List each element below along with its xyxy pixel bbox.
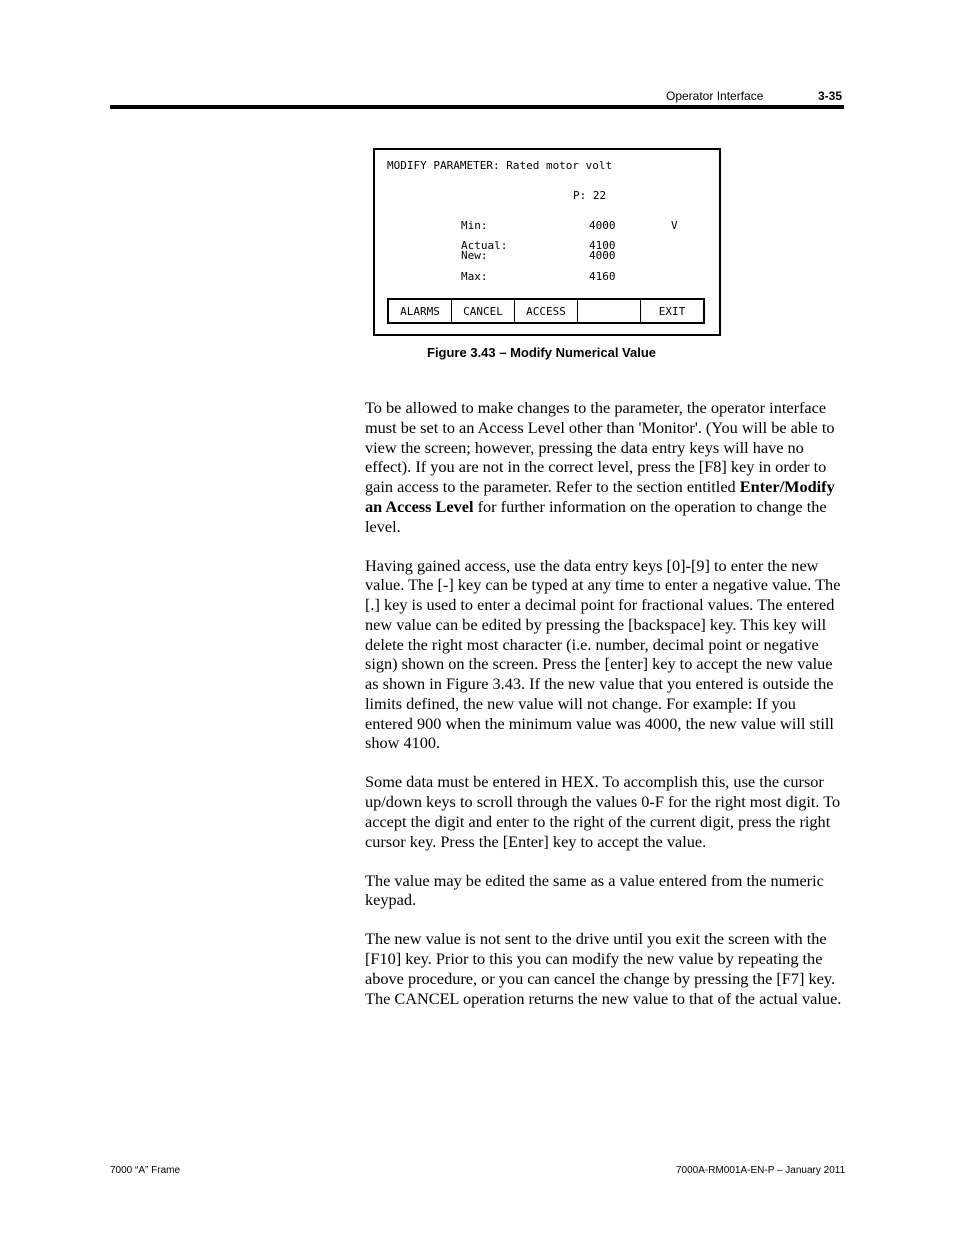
footer-product: 7000 “A” Frame xyxy=(110,1165,181,1176)
exit-key: EXIT xyxy=(658,304,686,318)
paragraph-keypad-edit: The value may be edited the same as a value entered from the numeric keypad. xyxy=(365,870,824,910)
header-section-title: Operator Interface xyxy=(666,89,764,103)
header-page-number: 3-35 xyxy=(818,89,843,103)
header-rule xyxy=(110,105,844,109)
screen-unit: V xyxy=(671,219,678,232)
paragraph-exit-cancel: The new value is not sent to the drive until you exit the screen with the [F10] key. Prior to this you can modify the new value by repeating the above procedure, or you can cancel the change by pressing the [F7] key. The CANCEL operation returns the new value to that of the actual value. xyxy=(365,929,842,1008)
paragraph-text: for further information on the operation to change the level. xyxy=(365,496,827,536)
function-key-bar xyxy=(387,298,705,324)
figure-caption: Figure 3.43 – Modify Numerical Value xyxy=(427,345,657,360)
paragraph-text: To be allowed to make changes to the parameter, the operator interface must be set to an Access Level other than 'Monitor'. (You will be able to view the screen; however, pressing the data entry keys will have no effect). If you are not in the correct level, press the [F8] key in order to gain access to the parameter. Refer to the section entitled xyxy=(365,398,835,496)
operator-screen-figure xyxy=(373,148,721,336)
screen-min-value: 4000 xyxy=(589,219,616,232)
access-key: ACCESS xyxy=(515,300,578,322)
paragraph-data-entry: Having gained access, use the data entry keys [0]-[9] to enter the new value. The [-] key can be typed at any time to enter a negative value. The [.] key is used to enter a decimal point for fractional values. The entered new value can be edited by pressing the [backspace] key. This key will delete the right most character (i.e. number, decimal point or negative sign) shown on the screen. Press the [enter] key to accept the new value as shown in Figure 3.43. If the new value that you entered is outside the limits defined, the new value will not change. For example: If you entered 900 when the minimum value was 4000, the new value will still show 4100. xyxy=(365,555,841,753)
screen-actual-value: 4100 xyxy=(589,239,616,252)
screen-title: MODIFY PARAMETER: Rated motor volt xyxy=(387,159,613,172)
screen-max-value: 4160 xyxy=(589,270,616,283)
screen-actual-label: Actual: xyxy=(461,239,508,252)
cancel-key: CANCEL xyxy=(452,300,515,322)
screen-param-number: P: 22 xyxy=(573,189,607,202)
screen-new-value: 4000 xyxy=(589,249,616,262)
body-text xyxy=(365,398,845,1028)
screen-new-label: New: xyxy=(461,249,488,262)
screen-max-label: Max: xyxy=(461,270,488,283)
paragraph-hex-entry: Some data must be entered in HEX. To accomplish this, use the cursor up/down keys to scroll through the values 0-F for the right most digit. To accept the digit and enter to the right of the current digit, press the right cursor key. Press the [Enter] key to accept the value. xyxy=(365,772,841,851)
footer-doc-id: 7000A-RM001A-EN-P – January 2011 xyxy=(676,1165,846,1176)
section-reference: Enter/Modify an Access Level xyxy=(365,477,835,516)
paragraph-access-level xyxy=(365,398,845,536)
screen-min-label: Min: xyxy=(461,219,488,232)
alarms-key: ALARMS xyxy=(389,300,452,322)
blank-key xyxy=(578,300,641,322)
